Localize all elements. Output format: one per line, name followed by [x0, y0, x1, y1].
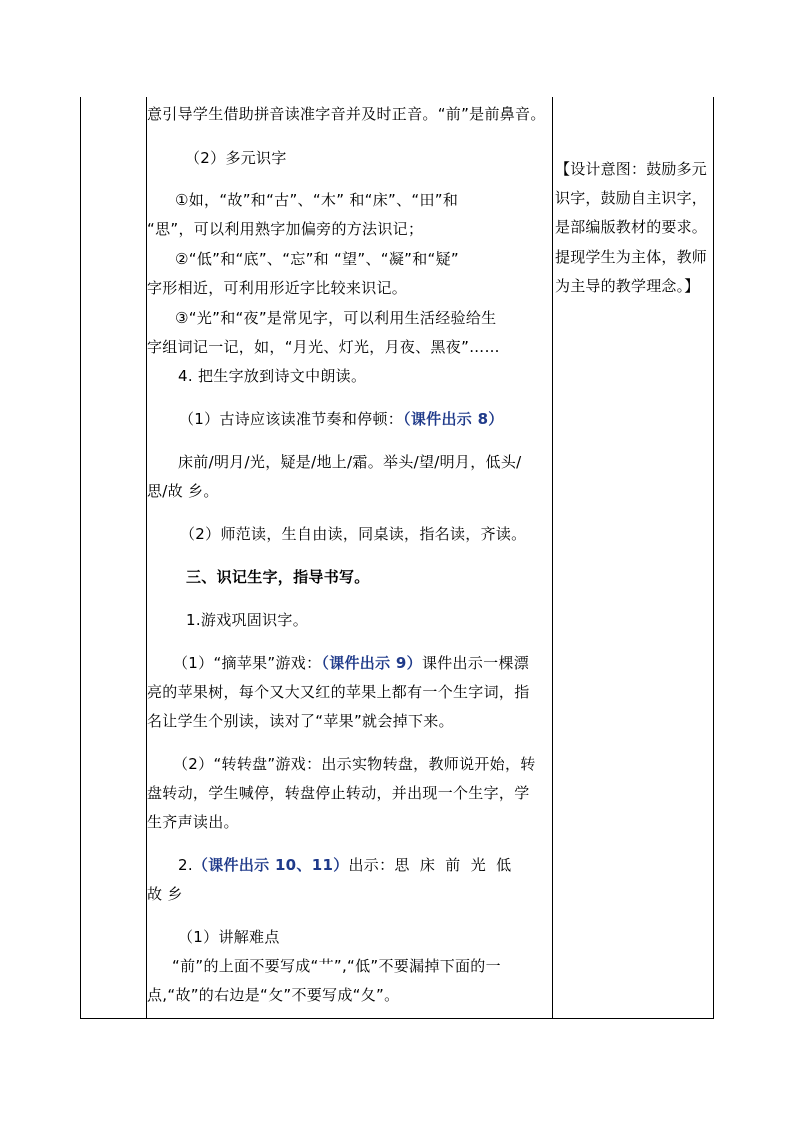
- text-line: 思/故 乡。: [147, 482, 219, 500]
- courseware-reference: （课件出示 8）: [403, 410, 504, 428]
- text-line: ①如，“故”和“古”、“木” 和“床”、“田”和: [175, 191, 459, 209]
- text-line: 字形相近，可利用形近字比较来识记。: [147, 279, 408, 297]
- text-line: 盘转动，学生喊停，转盘停止转动，并出现一个生字，学: [147, 784, 530, 802]
- text-line: ②“低”和“底”、“忘”和 “望”、“凝”和“疑”: [175, 250, 459, 268]
- text-segment: 出示：思 床 前 光 低: [348, 856, 512, 874]
- text-line: ③“光”和“夜”是常见字，可以利用生活经验给生: [175, 309, 497, 327]
- text-segment: （1）“摘苹果”游戏：: [173, 654, 322, 672]
- text-line: 点,“故”的右边是“攵”不要写成“夂”。: [147, 986, 400, 1004]
- text-line: [178, 855, 511, 875]
- design-intent-line: 【设计意图：鼓励多元: [555, 160, 708, 178]
- text-line: [179, 409, 504, 429]
- table-border-bottom: [80, 1018, 714, 1019]
- text-line: （2）多元识字: [185, 149, 287, 167]
- design-intent-line: 是部编版教材的要求。: [555, 218, 708, 236]
- text-line: 1.游戏巩固识字。: [186, 611, 309, 629]
- text-line: 意引导学生借助拼音读准字音并及时正音。“前”是前鼻音。: [147, 105, 546, 123]
- text-segment: （1）古诗应该读准节奏和停顿：: [179, 410, 404, 428]
- section-heading: 三、识记生字，指导书写。: [186, 568, 370, 586]
- text-line: 字组词记一记，如，“月光、灯光，月夜、黑夜”……: [147, 338, 500, 356]
- text-line: “前”的上面不要写成“艹”,“低”不要漏掉下面的一: [172, 957, 501, 975]
- design-intent-line: 识字，鼓励自主识字，: [555, 189, 708, 207]
- table-border-right: [713, 97, 714, 1019]
- table-border-left: [80, 97, 81, 1019]
- text-line: （2）师范读，生自由读，同桌读，指名读，齐读。: [180, 525, 527, 543]
- design-intent-line: 为主导的教学理念。】: [555, 277, 700, 295]
- text-segment: 2.: [178, 856, 193, 874]
- table-column-divider-2: [552, 97, 553, 1019]
- text-line: 亮的苹果树，每个又大又红的苹果上都有一个生字词，指: [147, 683, 530, 701]
- text-segment: 课件出示一棵漂: [421, 654, 530, 672]
- courseware-reference: （课件出示 10、11）: [192, 856, 349, 874]
- text-line: 4. 把生字放到诗文中朗读。: [178, 367, 367, 385]
- text-line: “思”，可以利用熟字加偏旁的方法识记；: [147, 220, 424, 238]
- text-line: 生齐声读出。: [147, 813, 239, 831]
- text-line: （2）“转转盘”游戏：出示实物转盘，教师说开始，转: [173, 755, 536, 773]
- design-intent-line: 提现学生为主体，教师: [555, 248, 708, 266]
- text-line: 故 乡: [147, 885, 183, 903]
- text-line: （1）讲解难点: [178, 928, 280, 946]
- courseware-reference: （课件出示 9）: [321, 654, 422, 672]
- text-line: [173, 653, 529, 673]
- text-line: 床前/明月/光，疑是/地上/霜。举头/望/明月，低头/: [178, 453, 522, 471]
- text-line: 名让学生个别读，读对了“苹果”就会掉下来。: [147, 712, 454, 730]
